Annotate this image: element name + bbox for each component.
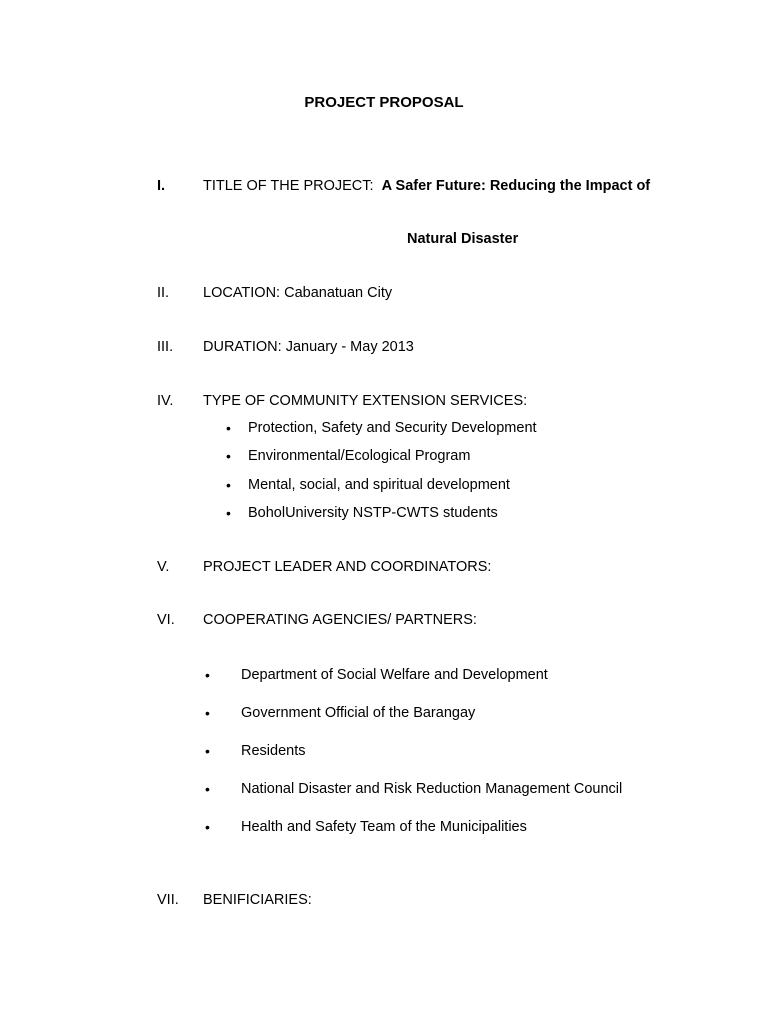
bullet-icon: • [226, 448, 231, 464]
bullet-icon: • [205, 705, 210, 721]
section-number: I. [157, 178, 166, 194]
document-title: PROJECT PROPOSAL [304, 94, 464, 111]
list-item: Protection, Safety and Security Development [248, 420, 537, 436]
section-beneficiaries: BENIFICIARIES: [203, 892, 312, 908]
section-label: TITLE OF THE PROJECT: [203, 178, 374, 194]
section-partners-heading: COOPERATING AGENCIES/ PARTNERS: [203, 612, 477, 628]
project-title-continued: Natural Disaster [407, 231, 519, 247]
bullet-icon: • [205, 743, 210, 759]
bullet-icon: • [205, 667, 210, 683]
bullet-icon: • [226, 505, 231, 521]
section-title-line [203, 178, 650, 194]
list-item: Department of Social Welfare and Development [241, 667, 548, 683]
bullet-icon: • [226, 420, 231, 436]
section-number: IV. [157, 393, 174, 409]
list-item: Health and Safety Team of the Municipalities [241, 819, 527, 835]
section-services-heading: TYPE OF COMMUNITY EXTENSION SERVICES: [203, 393, 528, 409]
list-item: Residents [241, 743, 306, 759]
list-item: Environmental/Ecological Program [248, 448, 471, 464]
bullet-icon: • [205, 819, 210, 835]
bullet-icon: • [226, 477, 231, 493]
section-number: III. [157, 339, 174, 355]
list-item: BoholUniversity NSTP-CWTS students [248, 505, 498, 521]
bullet-icon: • [205, 781, 210, 797]
section-project-leader: PROJECT LEADER AND COORDINATORS: [203, 559, 492, 575]
list-item: Mental, social, and spiritual development [248, 477, 510, 493]
section-number: V. [157, 559, 170, 575]
section-duration: DURATION: January - May 2013 [203, 339, 414, 355]
section-number: II. [157, 285, 170, 301]
section-location: LOCATION: Cabanatuan City [203, 285, 393, 301]
section-number: VII. [157, 892, 179, 908]
list-item: Government Official of the Barangay [241, 705, 476, 721]
list-item: National Disaster and Risk Reduction Management Council [241, 781, 623, 797]
section-number: VI. [157, 612, 175, 628]
project-title: A Safer Future: Reducing the Impact of [381, 178, 651, 194]
